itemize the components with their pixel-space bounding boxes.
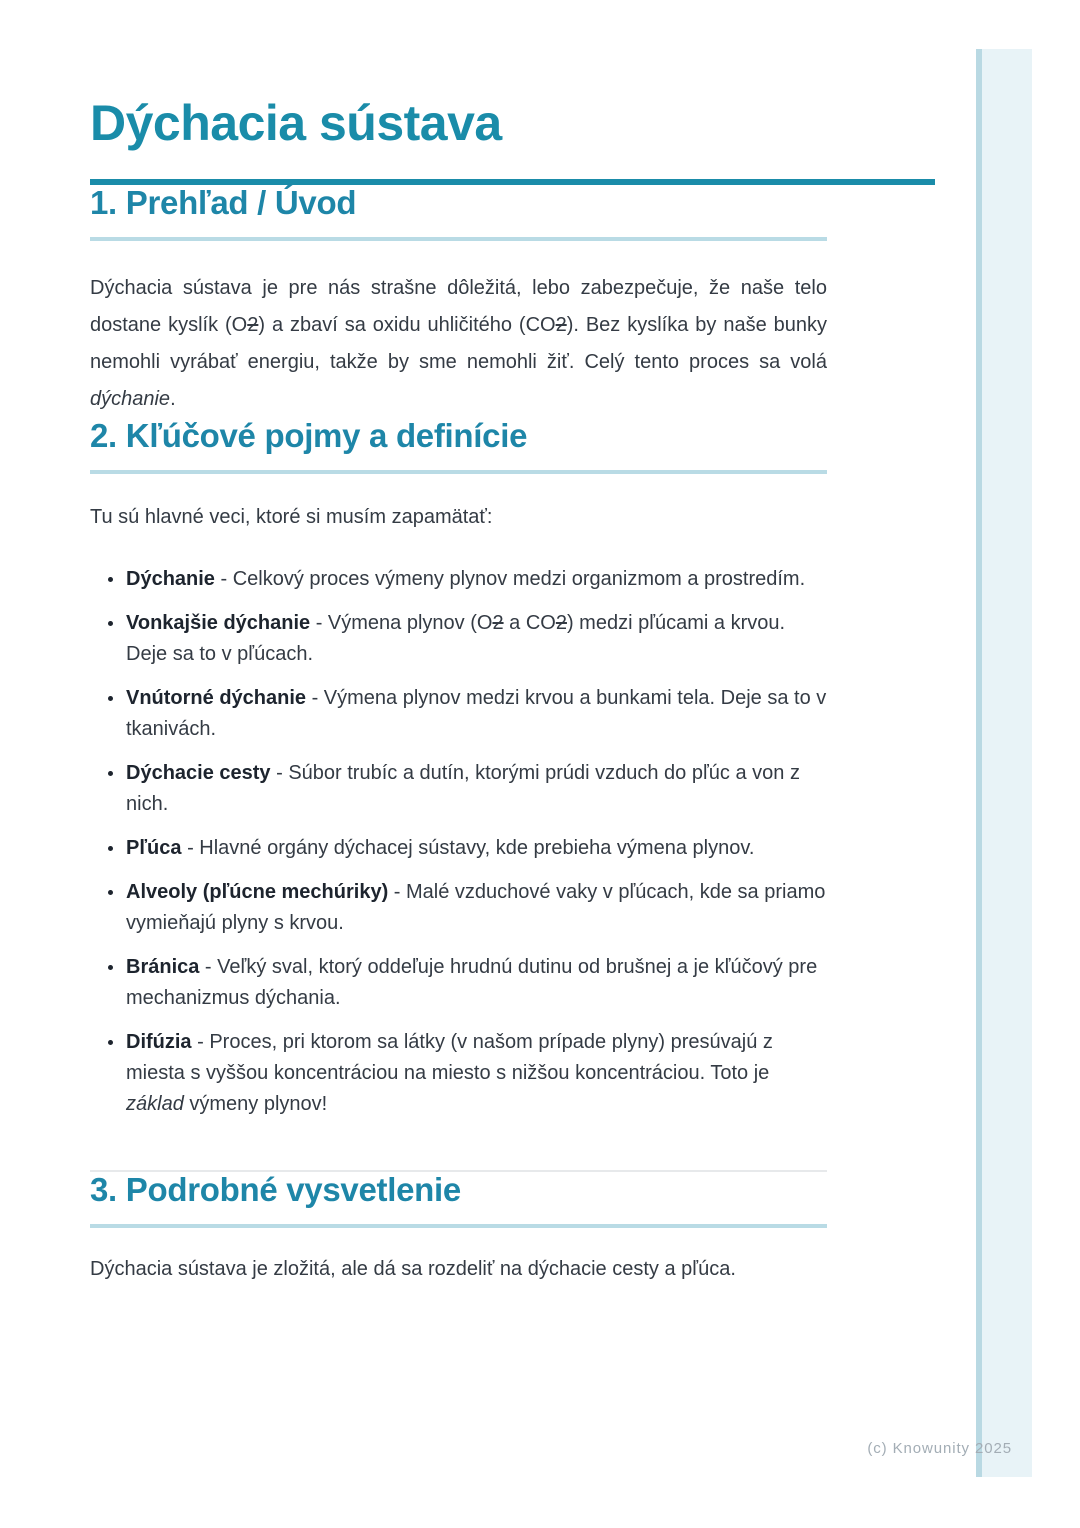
section-2-underline <box>90 470 827 474</box>
list-item: • Dýchacie cesty - Súbor trubíc a dutín, ktorými prúdi vzduch do pľúc a von z nich. <box>125 758 827 820</box>
section-3-paragraph: Dýchacia sústava je zložitá, ale dá sa rozdeliť na dýchacie cesty a pľúca. <box>90 1258 736 1280</box>
list-item: • Dýchanie - Celkový proces výmeny plynov medzi organizmom a prostredím. <box>125 564 827 595</box>
page-edge-accent-bar <box>976 49 1032 1477</box>
section-1-heading: 1. Prehľad / Úvod <box>90 184 357 221</box>
page-title: Dýchacia sústava <box>90 95 502 151</box>
section-3-heading: 3. Podrobné vysvetlenie <box>90 1171 461 1208</box>
list-item: • Difúzia - Proces, pri ktorom sa látky (v našom prípade plyny) presúvajú z miesta s vyššou koncentráciou na miesto s nižšou koncentráciou. Toto je základ výmeny plynov! <box>125 1027 827 1120</box>
section-2-heading: 2. Kľúčové pojmy a definície <box>90 417 528 454</box>
section-1-paragraph: Dýchacia sústava je pre nás strašne dôležitá, lebo zabezpečuje, že naše telo dostane kyslík (O2) a zbaví sa oxidu uhličitého (CO2). Bez kyslíka by naše bunky nemohli vyrábať energiu, takže by sme nemohli žiť. Celý tento proces sa volá dýchanie. <box>90 277 827 410</box>
section-2-lead: Tu sú hlavné veci, ktoré si musím zapamätať: <box>90 506 493 528</box>
list-item: • Vonkajšie dýchanie - Výmena plynov (O2 a CO2) medzi pľúcami a krvou. Deje sa to v pľúcach. <box>125 608 827 670</box>
list-item: • Alveoly (pľúcne mechúriky) - Malé vzduchové vaky v pľúcach, kde sa priamo vymieňajú plyny s krvou. <box>125 877 827 939</box>
list-item: • Bránica - Veľký sval, ktorý oddeľuje hrudnú dutinu od brušnej a je kľúčový pre mechanizmus dýchania. <box>125 952 827 1014</box>
list-item: • Pľúca - Hlavné orgány dýchacej sústavy, kde prebieha výmena plynov. <box>125 833 827 864</box>
list-item: • Vnútorné dýchanie - Výmena plynov medzi krvou a bunkami tela. Deje sa to v tkanivách. <box>125 683 827 745</box>
copyright-watermark: (c) Knowunity 2025 <box>867 1440 1012 1457</box>
document-content <box>90 0 827 1285</box>
key-terms-list <box>90 564 827 1120</box>
section-1-underline <box>90 237 827 241</box>
section-3-underline <box>90 1224 827 1228</box>
